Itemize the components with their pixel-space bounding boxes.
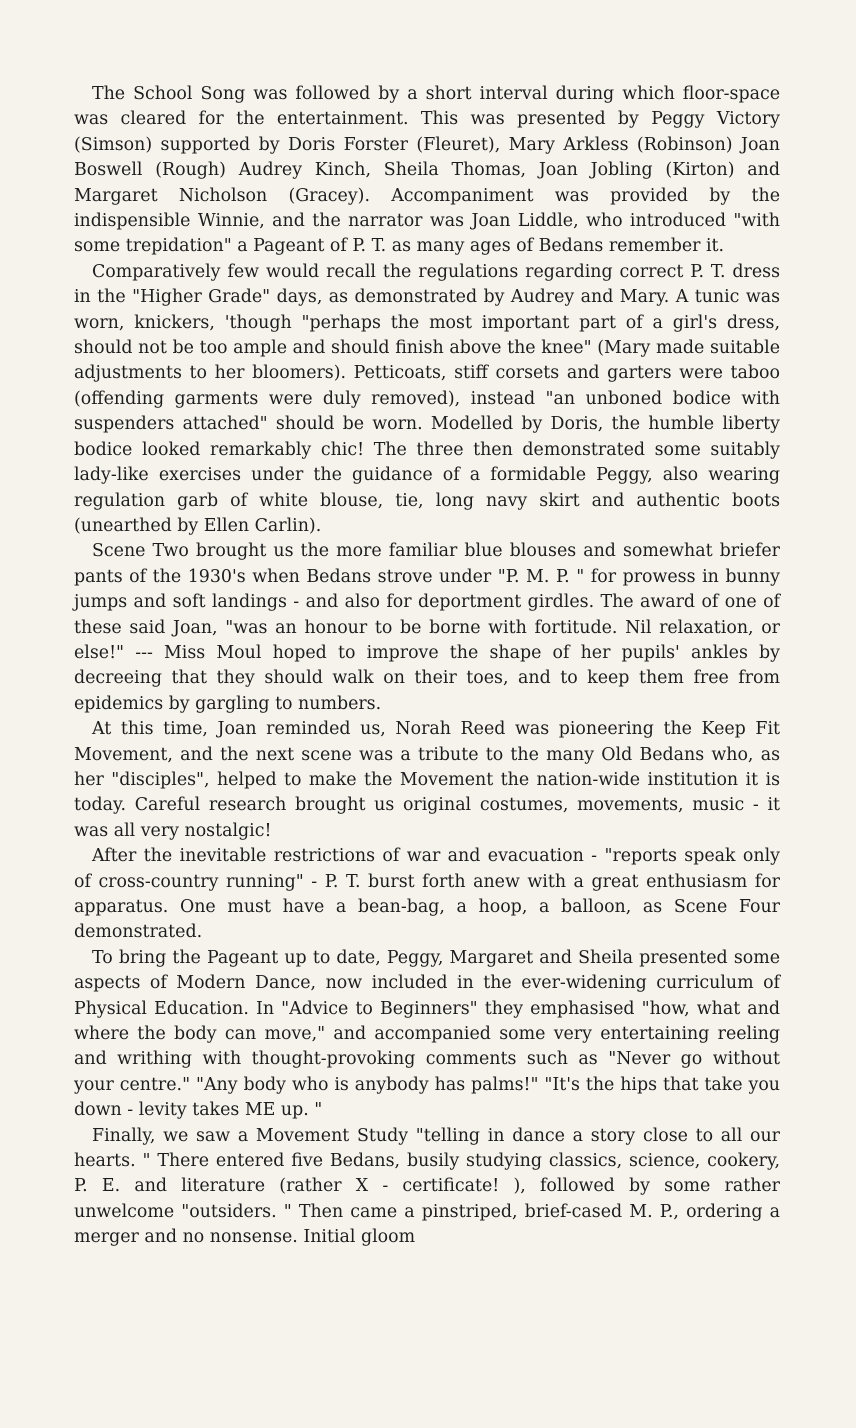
paragraph-apparatus: After the inevitable restrictions of war and evacuation - "reports speak only of cross-country running" - P. T. burst forth anew with a great enthusiasm for apparatus. One must have a bean-bag, a hoop, a balloon, as Scene Four demonstrated. [74,846,780,943]
paragraph-movement-study: Finally, we saw a Movement Study "telling in dance a story close to all our hearts. " There entered five Bedans, busily studying classics, science, cookery, P. E. and literature (rather X - certificate! ), followed by some rather unwelcome "outsiders. " Then came a pinstriped, brief-cased M. P., ordering a merger and no nonsense. Initial gloom [74,1125,780,1248]
paragraph-modern-dance: To bring the Pageant up to date, Peggy, Margaret and Sheila presented some aspects of Modern Dance, now included in the ever-widening curriculum of Physical Education. In "Advice to Beginners" they emphasised "how, what and where the body can move," and accompanied some very entertaining reeling and writhing with thought-provoking comments such as "Never go without your centre." "Any body who is anybody has palms!" "It's the hips that take you down - levity takes ME up. " [74,947,780,1121]
paragraph-scene-two: Scene Two brought us the more familiar blue blouses and somewhat briefer pants of the 1930's when Bedans strove under "P. M. P. " for prowess in bunny jumps and soft landings - and also for deportment girdles. The award of one of these said Joan, "was an honour to be borne with fortitude. Nil relaxation, or else!" --- Miss Moul hoped to improve the shape of her pupils' ankles by decreeing that they should walk on their toes, and to keep them free from epidemics by gargling to numbers. [74,541,780,714]
document-page [74,82,780,1251]
paragraph-higher-grade-dress: Comparatively few would recall the regulations regarding correct P. T. dress in the "Higher Grade" days, as demonstrated by Audrey and Mary. A tunic was worn, knickers, 'though "perhaps the most important part of a girl's dress, should not be too ample and should finish above the knee" (Mary made suitable adjustments to her bloomers). Petticoats, stiff corsets and garters were taboo (offending garments were duly removed), instead "an unboned bodice with suspenders attached" should be worn. Modelled by Doris, the humble liberty bodice looked remarkably chic! The three then demonstrated some suitably lady-like exercises under the guidance of a formidable Peggy, also wearing regulation garb of white blouse, tie, long navy skirt and authentic boots (unearthed by Ellen Carlin). [74,261,780,536]
paragraph-keep-fit: At this time, Joan reminded us, Norah Reed was pioneering the Keep Fit Movement, and the next scene was a tribute to the many Old Bedans who, as her "disciples", helped to make the Movement the nation-wide institution it is today. Careful research brought us original costumes, movements, music - it was all very nostalgic! [74,719,780,841]
paragraph-entertainment-intro: The School Song was followed by a short interval during which floor-space was cleared for the entertainment. This was presented by Peggy Victory (Simson) supported by Doris Forster (Fleuret), Mary Arkless (Robinson) Joan Boswell (Rough) Audrey Kinch, Sheila Thomas, Joan Jobling (Kirton) and Margaret Nicholson (Gracey). Accompaniment was provided by the indispensible Winnie, and the narrator was Joan Liddle, who introduced "with some trepidation" a Pageant of P. T. as many ages of Bedans remember it. [74,84,780,257]
